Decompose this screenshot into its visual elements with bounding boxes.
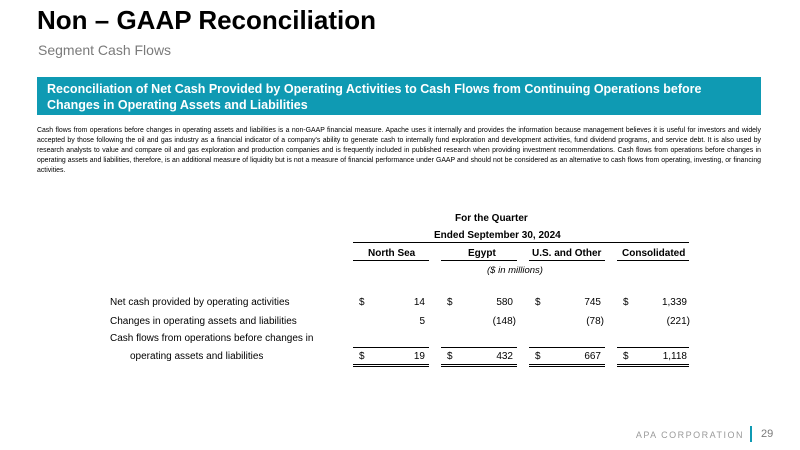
cell-changes-us-and-other: (78)	[586, 316, 604, 327]
total-double-line-us-and-other	[529, 366, 605, 367]
column-header-us-and-other: U.S. and Other	[532, 248, 602, 259]
section-banner: Reconciliation of Net Cash Provided by Operating Activities to Cash Flows from Continuing Operations before Changes in Operating Assets and Liabilities	[37, 77, 761, 115]
currency-symbol: $	[535, 297, 541, 308]
cell-changes-north-sea: 5	[419, 316, 425, 327]
row-label-changes: Changes in operating assets and liabilities	[110, 316, 297, 327]
cell-net-cash-north-sea: 14	[413, 297, 425, 308]
cell-cash-flows-consolidated: 1,118	[662, 351, 687, 362]
column-underline-egypt	[441, 260, 517, 261]
column-underline-consolidated	[617, 260, 689, 261]
cell-cash-flows-us-and-other: 667	[584, 351, 601, 362]
subtotal-line-egypt	[441, 347, 517, 348]
page-subtitle: Segment Cash Flows	[38, 42, 172, 58]
total-line-north-sea	[353, 364, 429, 365]
total-double-line-north-sea	[353, 366, 429, 367]
subtotal-line-consolidated	[617, 347, 689, 348]
column-header-consolidated: Consolidated	[622, 248, 686, 259]
period-underline	[353, 242, 689, 243]
total-double-line-consolidated	[617, 366, 689, 367]
period-header-line2: Ended September 30, 2024	[434, 230, 561, 241]
cell-cash-flows-north-sea: 19	[413, 351, 425, 362]
currency-symbol: $	[447, 297, 453, 308]
page-number: 29	[761, 428, 774, 440]
cell-changes-consolidated: (221)	[666, 316, 690, 327]
cell-net-cash-egypt: 580	[496, 297, 513, 308]
row-label-net-cash: Net cash provided by operating activities	[110, 297, 290, 308]
disclaimer-text: Cash flows from operations before changes in operating assets and liabilities is a non-GAAP financial measure. Apache uses it internally and provides the information because management believes it is useful for investors and widely accepted by those following the oil and gas industry as a financial indicator of a company's ability to generate cash to internally fund exploration and development activities, fund dividend programs, and service debt. It is also used by research analysts to value and compare oil and gas exploration and production companies and is frequently included in published research when providing investment recommendations. Cash flows from operations before changes in operating assets and liabilities, therefore, is an additional measure of liquidity but is not a measure of financial performance under GAAP and should not be considered as an alternative to cash flows from operating, investing, or financing activities.	[37, 127, 761, 174]
currency-symbol: $	[359, 297, 365, 308]
subtotal-line-north-sea	[353, 347, 429, 348]
period-header-line1: For the Quarter	[455, 213, 528, 224]
currency-symbol: $	[447, 351, 453, 362]
currency-symbol: $	[623, 351, 629, 362]
units-label: ($ in millions)	[487, 265, 543, 276]
column-underline-us-and-other	[529, 260, 605, 261]
cell-net-cash-consolidated: 1,339	[661, 297, 687, 308]
row-label-cash-flows-line1: Cash flows from operations before changes in	[110, 333, 314, 344]
subtotal-line-us-and-other	[529, 347, 605, 348]
row-label-cash-flows-line2: operating assets and liabilities	[130, 351, 264, 362]
cell-changes-egypt: (148)	[492, 316, 516, 327]
total-line-consolidated	[617, 364, 689, 365]
currency-symbol: $	[623, 297, 629, 308]
column-header-egypt: Egypt	[468, 248, 496, 259]
currency-symbol: $	[535, 351, 541, 362]
footer-divider	[750, 426, 752, 442]
column-underline-north-sea	[353, 260, 429, 261]
page-title: Non – GAAP Reconciliation	[37, 5, 377, 35]
company-footer: APA CORPORATION	[635, 430, 744, 440]
column-header-north-sea: North Sea	[368, 248, 416, 259]
cell-net-cash-us-and-other: 745	[584, 297, 601, 308]
total-line-us-and-other	[529, 364, 605, 365]
total-line-egypt	[441, 364, 517, 365]
total-double-line-egypt	[441, 366, 517, 367]
cell-cash-flows-egypt: 432	[496, 351, 513, 362]
currency-symbol: $	[359, 351, 365, 362]
